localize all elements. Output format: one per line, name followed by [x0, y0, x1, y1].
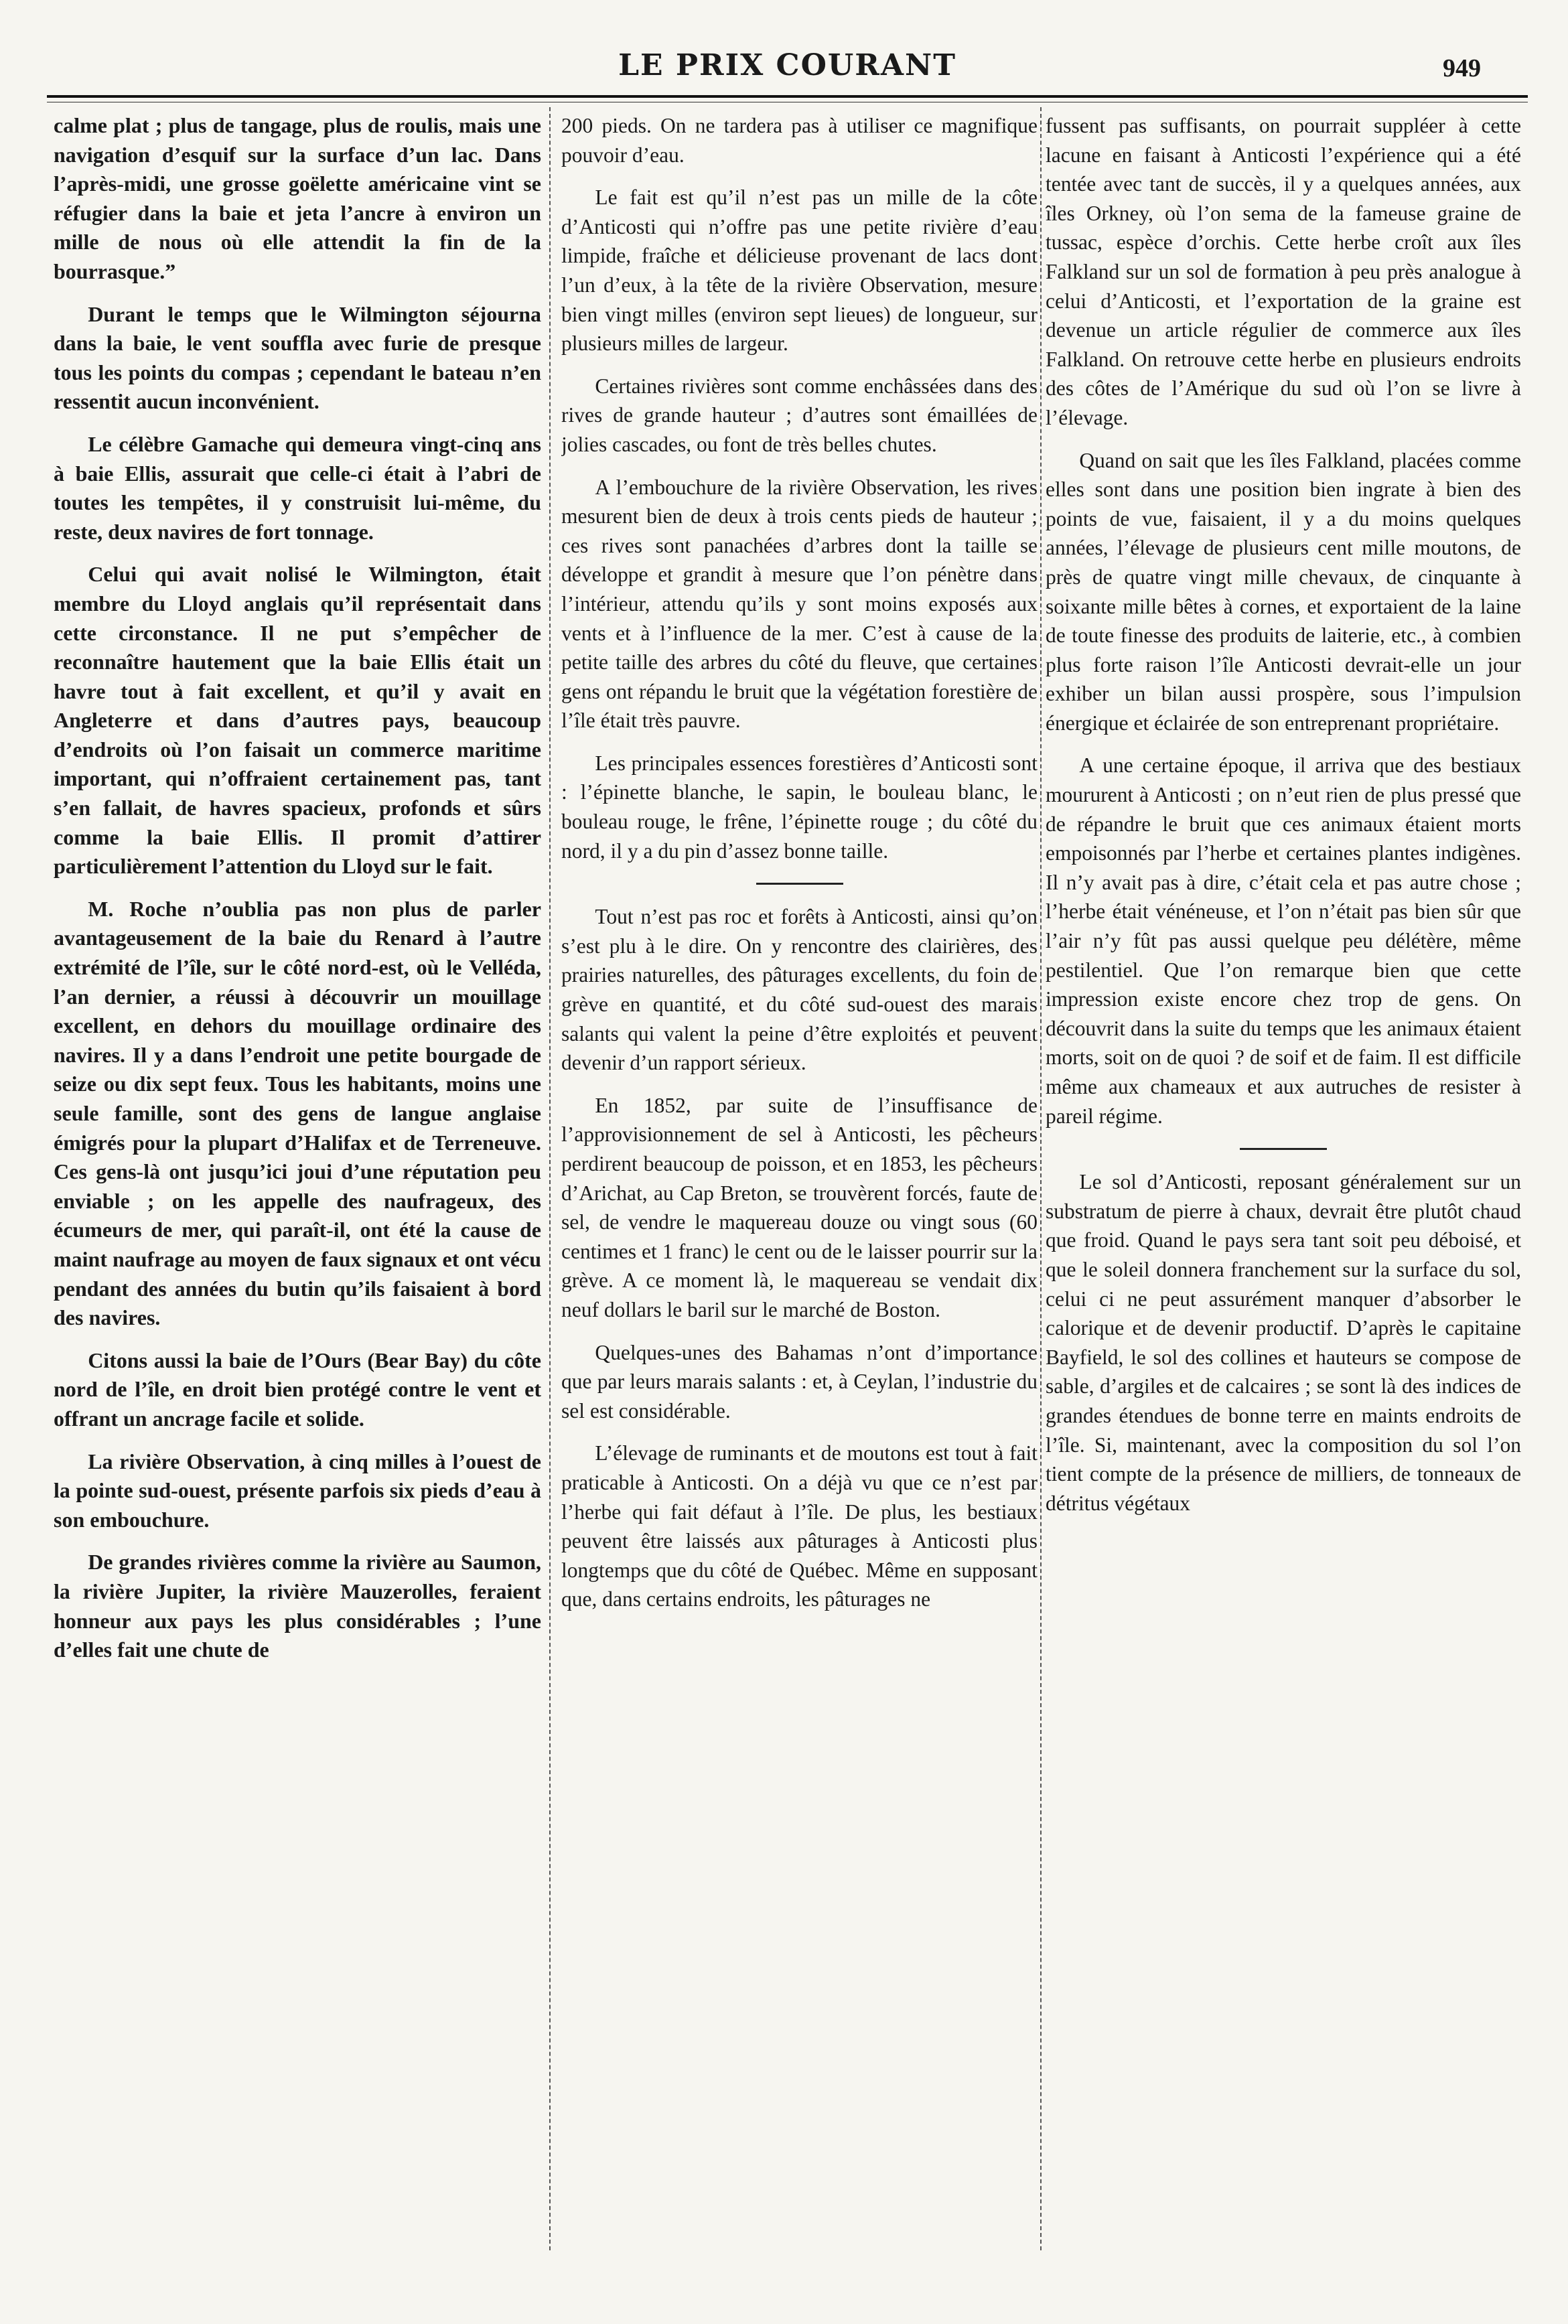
column-divider [1040, 107, 1042, 2250]
paragraph: L’élevage de ruminants et de moutons est tout à fait praticable à Anticosti. On a déjà vu que ce n’est par l’herbe qui fait défaut à l’île. De plus, les bestiaux peuvent être laissés aux pâturages à Anticosti plus longtemps que du côté de Québec. Même en supposant que, dans certains endroits, les pâturages ne [561, 1441, 1038, 1611]
paragraph: Durant le temps que le Wilmington séjourna dans la baie, le vent souffla avec furie de presque tous les points du compas ; cependant le bateau n’en ressentit aucun inconvénient. [54, 301, 541, 414]
paragraph: M. Roche n’oublia pas non plus de parler avantageusement de la baie du Renard à l’autre extrémité de l’île, sur le côté nord-est, où le Velléda, l’an dernier, a réussi à découvrir un mouillage excellent, en dehors du mouillage ordinaire des navires. Il y a dans l’endroit une petite bourgade de seize ou dix sept feux. Tous les habitants, moins une seule famille, sont des gens de langue anglaise émigrés pour la plupart d’Halifax et de Terreneuve. Ces gens-là ont jusqu’ici joui d’une réputation peu enviable ; on les appelle des naufrageux, des écumeurs de mer, qui paraît-il, ont été la cause de maint naufrage au moyen de faux signaux et ont vécu pendant des années du butin qu’ils faisaient à bord des navires. [54, 896, 541, 1330]
paragraph: A une certaine époque, il arriva que des bestiaux moururent à Anticosti ; on n’eut rien de plus pressé que de répandre le bruit que ces animaux étaient morts empoisonnés par l’herbe et certaines plantes indigènes. Il n’y avait pas à dire, c’était cela et pas autre chose ; l’herbe était vénéneuse, et l’on n’était pas bien sûr que l’air n’y fût pas aussi quelque peu délétère, même pestilentiel. Que l’on remarque bien que cette impression existe encore chez trop de gens. On découvrit dans la suite du temps que les animaux étaient morts, soit on de quoi ? de soif et de faim. Il est difficile même aux chameaux et aux autruches de resister à pareil régime. [1046, 753, 1521, 1128]
text-column-2 [561, 111, 1038, 2297]
paragraph: 200 pieds. On ne tardera pas à utiliser ce magnifique pouvoir d’eau. [561, 114, 1038, 167]
page-header [47, 48, 1528, 91]
paragraph: fussent pas suffisants, on pourrait suppléer à cette lacune en faisant à Anticosti l’expérience qui a été tentée avec tant de succès, il y a quelques années, aux îles Orkney, où l’on sema de la fameuse graine de tussac, espèce d’orchis. Cette herbe croît aux îles Falkland sur un sol de formation à peu près analogue à celui d’Anticosti, et l’exportation de la graine est devenue un article régulier de commerce aux îles Falkland. On retrouve cette herbe en plusieurs endroits des côtes de l’Amérique du sud où l’on se livre à l’élevage. [1046, 114, 1521, 429]
paragraph: A l’embouchure de la rivière Observation, les rives mesurent bien de deux à trois cents pieds de hauteur ; ces rives sont panachées d’arbres dont la taille se développe et grandit à mesure que l’on pénètre dans l’intérieur, attendu qu’ils y sont moins exposés aux vents et à l’influence de la mer. C’est à cause de la petite taille des arbres du côté du fleuve, que certaines gens ont répandu le bruit que la végétation forestière de l’île était très pauvre. [561, 475, 1038, 733]
paragraph: Le sol d’Anticosti, reposant généralement sur un substratum de pierre à chaux, devrait être plutôt chaud que froid. Quand le pays sera tant soit peu déboisé, et que le soleil donnera franchement sur la surface du sol, celui ci ne peut assurément manquer d’absorber le calorique et de devenir productif. D’après le capitaine Bayfield, le sol des collines et hauteurs se compose de sable, d’argiles et de calcaires ; se sont là des indices de grandes étendues de bonne terre en maints endroits de l’île. Si, maintenant, avec la composition du sol l’on tient compte de la présence de milliers, de tonneaux de détritus végétaux [1046, 1170, 1521, 1515]
paragraph: Citons aussi la baie de l’Ours (Bear Bay) du côte nord de l’île, en droit bien protégé contre le vent et offrant un ancrage facile et solide. [54, 1348, 541, 1431]
text-column-1 [54, 111, 541, 2297]
paragraph: Celui qui avait nolisé le Wilmington, était membre du Lloyd anglais qu’il représentait dans cette circonstance. Il ne put s’empêcher de reconnaître hautement que la baie Ellis était un havre tout à fait excellent, et qu’il y avait en Angleterre et dans d’autres pays, beaucoup d’endroits où l’on faisait un commerce maritime important, qui n’offraient certainement pas, tant s’en fallait, de havres spacieux, profonds et sûrs comme la baie Ellis. Il promit d’attirer particulièrement l’attention du Lloyd sur le fait. [54, 562, 541, 879]
section-separator [1240, 1148, 1327, 1150]
section-separator [756, 883, 843, 885]
paragraph: Le fait est qu’il n’est pas un mille de la côte d’Anticosti qui n’offre pas une petite rivière d’eau limpide, fraîche et délicieuse provenant de lacs dont l’un d’eux, à la tête de la rivière Observation, mesure bien vingt milles (environ sept lieues) de longueur, sur plusieurs milles de largeur. [561, 186, 1038, 356]
paragraph: Certaines rivières sont comme enchâssées dans des rives de grande hauteur ; d’autres sont émaillées de jolies cascades, ou font de très belles chutes. [561, 374, 1038, 456]
paragraph: De grandes rivières comme la rivière au Saumon, la rivière Jupiter, la rivière Mauzerolles, feraient honneur aux pays les plus considérables ; l’une d’elles fait une chute de [54, 1550, 541, 1662]
paragraph: En 1852, par suite de l’insuffisance de l’approvisionnement de sel à Anticosti, les pêcheurs perdirent beaucoup de poisson, et en 1853, les pêcheurs d’Arichat, au Cap Breton, se trouvèrent forcés, faute de sel, de vendre le maquereau douze ou vingt sous (60 centimes et 1 franc) le cent ou de le laisser pourrir sur la grève. A ce moment là, le maquereau se vendait dix neuf dollars le baril sur le marché de Boston. [561, 1093, 1038, 1321]
paragraph: Le célèbre Gamache qui demeura vingt-cinq ans à baie Ellis, assurait que celle-ci était à l’abri de toutes les tempêtes, il y construisit lui-même, du reste, deux navires de fort tonnage. [54, 431, 541, 544]
running-title: LE PRIX COURANT [618, 48, 956, 82]
header-rule-thick [47, 95, 1528, 98]
paragraph: Les principales essences forestières d’Anticosti sont : l’épinette blanche, le sapin, le bouleau blanc, le bouleau rouge, le frêne, l’épinette rouge ; du côté du nord, il y a du pin d’assez bonne taille. [561, 751, 1038, 863]
paragraph: Quelques-unes des Bahamas n’ont d’importance que par leurs marais salants : et, à Ceylan, l’industrie du sel est considérable. [561, 1340, 1038, 1423]
page-number: 949 [1443, 54, 1481, 82]
paragraph: Quand on sait que les îles Falkland, placées comme elles sont dans une position bien ingrate à bien des points de vue, faisaient, il y a du moins quelques années, l’élevage de plusieurs cent mille moutons, de près de quatre vingt mille chevaux, de cinquante à soixante mille bêtes à cornes, et exportaient de la laine de toute finesse des produits de laiterie, etc., à combien plus forte raison l’île Anticosti devrait-elle un jour exhiber un bilan aussi prospère, sous l’impulsion énergique et éclairée de son entreprenant propriétaire. [1046, 448, 1521, 735]
column-divider [549, 107, 551, 2250]
paragraph: Tout n’est pas roc et forêts à Anticosti, ainsi qu’on s’est plu à le dire. On y rencontre des clairières, des prairies naturelles, des pâturages excellents, du foin de grève en quantité, et du côté sud-ouest des marais salants qui valent la peine d’être exploités et peuvent devenir d’un rapport sérieux. [561, 905, 1038, 1075]
paragraph: La rivière Observation, à cinq milles à l’ouest de la pointe sud-ouest, présente parfois six pieds d’eau à son embouchure. [54, 1449, 541, 1532]
text-column-3 [1046, 111, 1521, 2297]
paragraph: calme plat ; plus de tangage, plus de roulis, mais une navigation d’esquif sur la surface d’un lac. Dans l’après-midi, une grosse goëlette américaine vint se réfugier dans la baie et jeta l’ancre à environ un mille de nous où elle attendit la fin de la bourrasque.” [54, 113, 541, 283]
